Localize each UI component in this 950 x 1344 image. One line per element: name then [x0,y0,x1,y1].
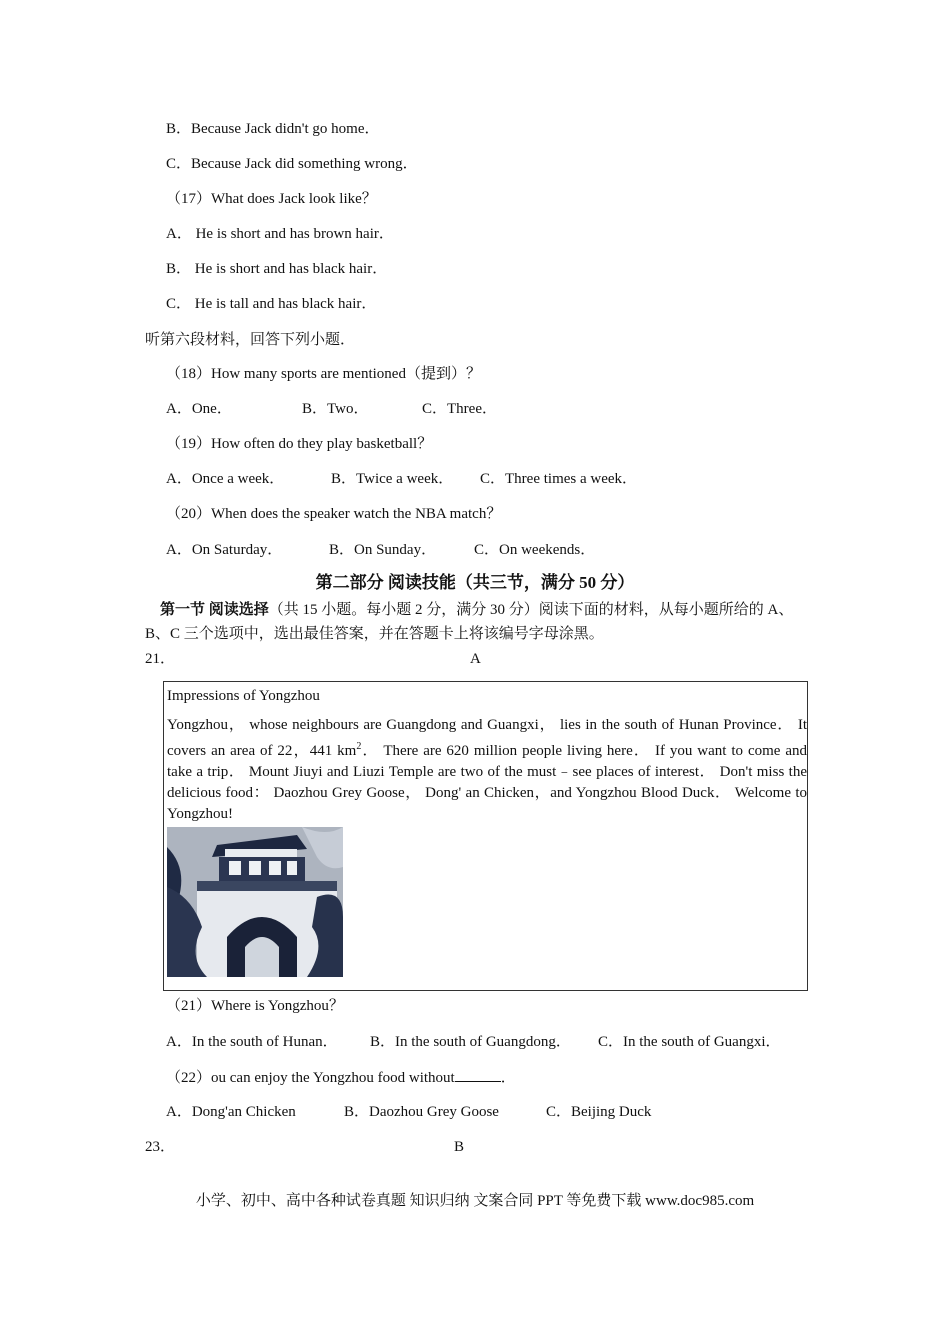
yongzhou-gate-photo [167,827,343,977]
q17-question: （17）What does Jack look like？ [166,191,377,207]
q20-option-a: A．On Saturday． [166,542,283,558]
q20-options [0,540,950,560]
part2-title: 第二部分 阅读技能（共三节，满分 50 分） [315,573,635,592]
q22-options [0,1102,950,1122]
q18-option-c: C．Three． [422,401,497,417]
q19-option-b: B．Twice a week． [331,471,454,487]
q19-options [0,469,950,489]
q21-question: （21）Where is Yongzhou？ [166,998,344,1014]
q21-options [0,1032,950,1052]
q22-question-text: （22）ou can enjoy the Yongzhou food without [166,1070,455,1086]
q21-option-b: B．In the south of Guangdong． [370,1034,571,1050]
section1-instruction [145,598,800,646]
q17-option-b: B． He is short and has black hair． [166,261,388,277]
q22-blank [455,1067,501,1082]
passage-a-text-part1: Yongzhou， whose neighbours are Guangdong and Guangxi， lies in the south of Hunan Province． It covers an area of 22，441 km [167,717,807,759]
passage-a-text-part2: ． There are 620 million people living here． If you want to come and take a trip． Mount Jiuyi and Liuzi Temple are two of the must﹣see places of interest． Don't miss the delicious food： Daozhou Grey Goose， Dong' an Chicken，and Yongzhou Blood Duck． Welcome to Yongzhou! [167,743,807,822]
q22-option-a: A．Dong'an Chicken [166,1104,296,1120]
q18-option-b: B．Two． [302,401,369,417]
q18-option-a: A．One． [166,401,232,417]
q16-option-c: C．Because Jack did something wrong． [166,156,418,172]
q17-option-a: A． He is short and has brown hair． [166,226,394,242]
section1-label: 第一节 阅读选择 [160,602,269,618]
section6-instruction: 听第六段材料，回答下列小题． [145,332,356,348]
passage-a-number: 21． [145,651,176,667]
q16-option-b: B．Because Jack didn't go home． [166,121,380,137]
q22-option-c: C．Beijing Duck [546,1104,652,1120]
q18-question: （18）How many sports are mentioned（提到）？ [166,366,481,382]
page-footer: 小学、初中、高中各种试卷真题 知识归纳 文案合同 PPT 等免费下载 www.doc985.com [195,1193,755,1209]
section1-instruction-text: （共 15 小题。每小题 2 分，满分 30 分）阅读下面的材料，从每小题所给的 A、B、C 三个选项中，选出最佳答案，并在答题卡上将该编号字母涂黑。 [145,602,794,642]
q19-option-a: A．Once a week． [166,471,285,487]
q22-option-b: B．Daozhou Grey Goose [344,1104,499,1120]
passage-a-superscript: 2 [356,741,362,752]
q21-option-a: A．In the south of Hunan． [166,1034,338,1050]
q20-option-c: C．On weekends． [474,542,596,558]
q17-option-c: C． He is tall and has black hair． [166,296,377,312]
q19-question: （19）How often do they play basketball？ [166,436,433,452]
passage-a-title: Impressions of Yongzhou [167,688,320,704]
passage-a-text [167,715,807,825]
q18-options [0,399,950,419]
q19-option-c: C．Three times a week． [480,471,638,487]
q20-question: （20）When does the speaker watch the NBA match？ [166,506,502,522]
q20-option-b: B．On Sunday． [329,542,437,558]
q21-option-c: C．In the south of Guangxi． [598,1034,781,1050]
passage-b-number: 23． [145,1139,176,1155]
q22-question [166,1067,516,1088]
q22-question-end: ． [500,1070,516,1086]
passage-a-box [163,681,808,991]
passage-b-letter: B [454,1139,465,1155]
passage-a-letter: A [470,651,481,667]
